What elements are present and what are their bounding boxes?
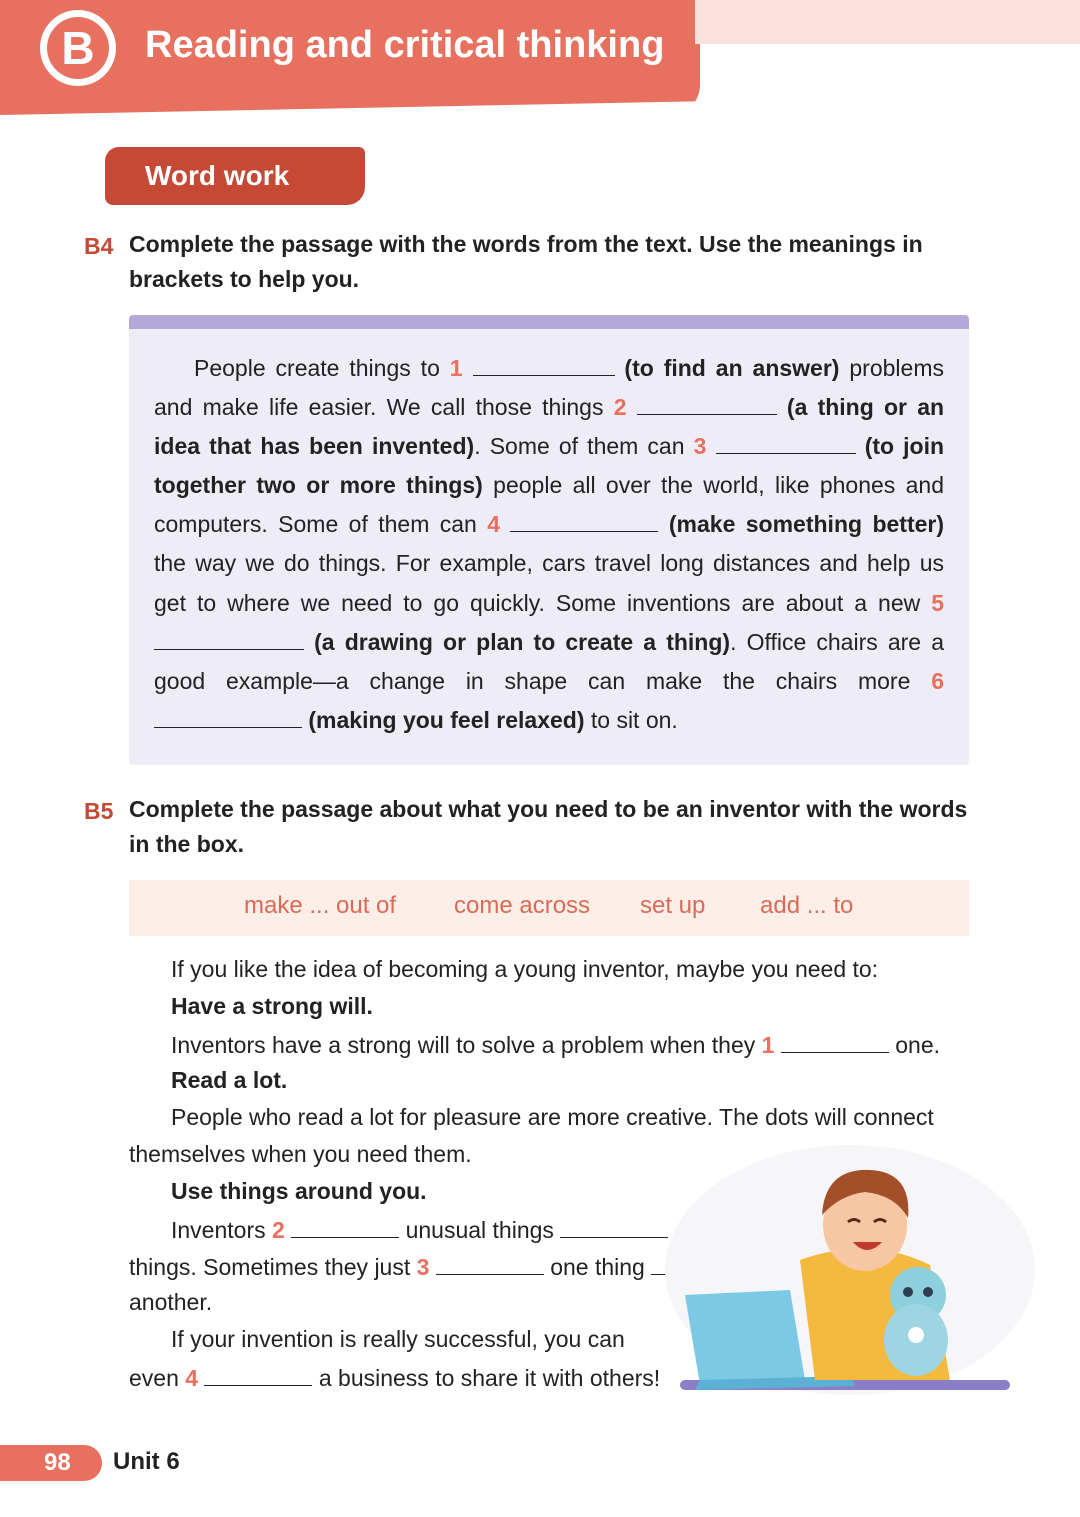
instruction-line: in the box. xyxy=(129,831,244,857)
subsection-label: Word work xyxy=(105,147,365,205)
answer-blank[interactable] xyxy=(291,1215,399,1238)
task-instruction-b5 xyxy=(129,792,967,862)
passage-segment: Inventors xyxy=(171,1217,266,1243)
passage-line xyxy=(171,1030,940,1059)
meaning-hint: (a thing or an idea that has been invented) xyxy=(154,394,945,460)
passage-segment: one thing xyxy=(550,1254,645,1280)
task-number-b5: B5 xyxy=(84,798,114,824)
answer-blank[interactable] xyxy=(154,627,304,650)
answer-blank[interactable] xyxy=(510,509,658,532)
passage-heading: Read a lot. xyxy=(171,1067,288,1093)
answer-blank[interactable] xyxy=(637,392,777,415)
passage-text xyxy=(154,349,944,740)
robot-chest-light xyxy=(908,1327,924,1343)
section-letter: B xyxy=(47,17,109,79)
passage-line: If you like the idea of becoming a young inventor, maybe you need to: xyxy=(171,956,879,982)
instruction-line: Complete the passage with the words from the text. Use the meanings in xyxy=(129,231,923,257)
passage-segment: problems and make life easier. We call those things xyxy=(154,355,944,421)
laptop-screen xyxy=(685,1290,805,1385)
inventor-illustration xyxy=(650,1140,1040,1410)
passage-line: If your invention is really successful, you can xyxy=(171,1326,625,1352)
robot-eye-right xyxy=(923,1287,933,1297)
answer-blank[interactable] xyxy=(716,431,856,454)
passage-line: themselves when you need them. xyxy=(129,1141,472,1167)
blank-number: 6 xyxy=(931,667,945,694)
blank-number: 4 xyxy=(185,1365,199,1391)
blank-number: 3 xyxy=(416,1254,430,1280)
instruction-line: brackets to help you. xyxy=(129,266,360,292)
passage-segment: People create things to xyxy=(194,355,440,381)
passage-line xyxy=(129,1363,660,1392)
answer-blank[interactable] xyxy=(436,1252,544,1275)
section-badge xyxy=(40,10,116,86)
passage-line: People who read a lot for pleasure are more creative. The dots will connect xyxy=(171,1104,934,1130)
passage-segment: people all over the world, like phones and computers. Some of them can xyxy=(154,472,944,538)
blank-number: 2 xyxy=(272,1217,285,1243)
robot-eye-left xyxy=(903,1287,913,1297)
blank-number: 1 xyxy=(761,1032,775,1058)
header-decoration xyxy=(695,0,1080,44)
task-instruction-b4 xyxy=(129,227,923,297)
passage-heading: Use things around you. xyxy=(171,1178,427,1204)
passage-segment: to sit on. xyxy=(590,706,678,733)
section-title: Reading and critical thinking xyxy=(145,24,665,66)
passage-segment: . Office chairs are a good example—a change in shape can make the chairs more xyxy=(154,628,945,694)
blank-number: 3 xyxy=(693,433,707,460)
answer-blank[interactable] xyxy=(154,705,302,728)
answer-blank[interactable] xyxy=(781,1030,889,1053)
meaning-hint: (a drawing or plan to create a thing) xyxy=(314,628,731,655)
passage-segment: unusual things xyxy=(405,1217,554,1243)
answer-blank[interactable] xyxy=(204,1363,312,1386)
passage-segment: things. Sometimes they just xyxy=(129,1254,411,1280)
word-option: make ... out of xyxy=(244,892,397,919)
passage-segment: a business to share it with others! xyxy=(318,1365,661,1391)
meaning-hint: (making you feel relaxed) xyxy=(308,706,585,733)
passage-segment: Inventors have a strong will to solve a problem when they xyxy=(171,1032,756,1058)
unit-label: Unit 6 xyxy=(113,1448,180,1475)
word-option: add ... to xyxy=(760,892,854,919)
passage-heading: Have a strong will. xyxy=(171,993,373,1019)
answer-blank[interactable] xyxy=(473,353,615,376)
passage-segment: . Some of them can xyxy=(474,433,685,460)
word-option: set up xyxy=(640,892,706,919)
meaning-hint: (to join together two or more things) xyxy=(154,433,945,499)
meaning-hint: (to find an answer) xyxy=(624,355,840,381)
blank-number: 1 xyxy=(449,355,463,381)
blank-number: 4 xyxy=(487,511,501,538)
task-number-b4: B4 xyxy=(84,233,114,259)
passage-segment: one. xyxy=(895,1032,940,1058)
passage-line: another. xyxy=(129,1289,213,1315)
blank-number: 2 xyxy=(613,394,627,421)
passage-segment: the way we do things. For example, cars travel long distances and help us get to where we need to go quickly. Some inventions are about a new xyxy=(154,550,944,616)
blank-number: 5 xyxy=(931,589,945,616)
word-option: come across xyxy=(454,892,591,919)
passage-segment: even xyxy=(129,1365,179,1391)
page-number: 98 xyxy=(0,1445,102,1481)
instruction-line: Complete the passage about what you need to be an inventor with the words xyxy=(129,796,968,822)
meaning-hint: (make something better) xyxy=(668,511,945,538)
